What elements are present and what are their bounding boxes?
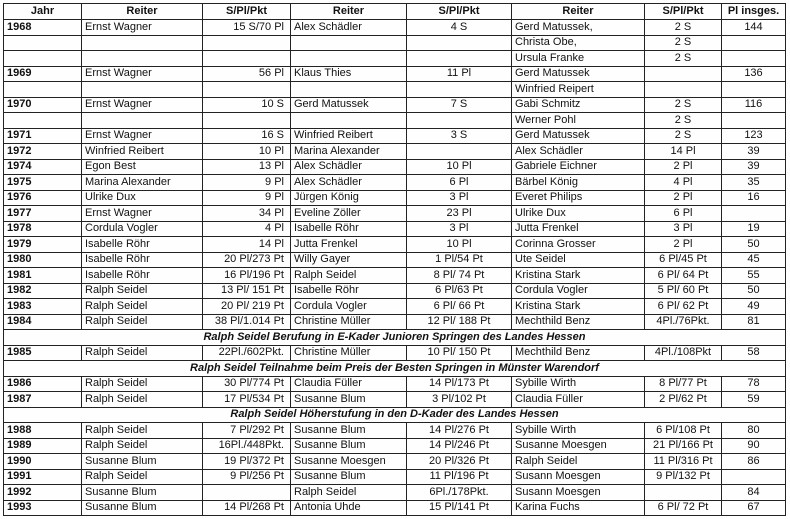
cell-rider-2: Christine Müller [291, 314, 407, 330]
cell-year: 1969 [4, 66, 82, 82]
cell-rider-1 [82, 51, 203, 67]
cell-rider-2: Cordula Vogler [291, 299, 407, 315]
cell-score-2: 3 Pl [407, 190, 512, 206]
cell-rider-2: Susanne Moesgen [291, 454, 407, 470]
cell-total [722, 35, 786, 51]
cell-year: 1989 [4, 438, 82, 454]
table-row [4, 268, 786, 284]
cell-score-1: 14 Pl/268 Pt [203, 500, 291, 516]
cell-score-2: 6 Pl/63 Pt [407, 283, 512, 299]
cell-score-1: 14 Pl [203, 237, 291, 253]
cell-year: 1972 [4, 144, 82, 160]
table-row [4, 438, 786, 454]
cell-score-2 [407, 113, 512, 129]
cell-score-1: 13 Pl [203, 159, 291, 175]
cell-rider-3: Gabriele Eichner [512, 159, 645, 175]
cell-score-3 [645, 82, 722, 98]
cell-rider-1: Susanne Blum [82, 454, 203, 470]
cell-score-1: 10 S [203, 97, 291, 113]
header-rider-1: Reiter [82, 4, 203, 20]
cell-score-2: 3 Pl [407, 221, 512, 237]
table-row [4, 423, 786, 439]
cell-score-1: 4 Pl [203, 221, 291, 237]
cell-score-1: 34 Pl [203, 206, 291, 222]
cell-score-2: 6 Pl/ 66 Pt [407, 299, 512, 315]
cell-total: 90 [722, 438, 786, 454]
note-row [4, 361, 786, 377]
cell-year: 1984 [4, 314, 82, 330]
cell-year: 1983 [4, 299, 82, 315]
results-table [3, 3, 786, 516]
cell-score-3: 2 S [645, 128, 722, 144]
note-row [4, 407, 786, 423]
cell-score-3: 2 S [645, 113, 722, 129]
cell-rider-3: Winfried Reipert [512, 82, 645, 98]
cell-year: 1974 [4, 159, 82, 175]
cell-score-1: 9 Pl [203, 190, 291, 206]
cell-score-1: 20 Pl/ 219 Pt [203, 299, 291, 315]
cell-score-1: 16Pl./448Pkt. [203, 438, 291, 454]
cell-rider-1: Ralph Seidel [82, 345, 203, 361]
cell-year: 1981 [4, 268, 82, 284]
cell-score-2: 3 Pl/102 Pt [407, 392, 512, 408]
cell-score-1: 13 Pl/ 151 Pt [203, 283, 291, 299]
cell-rider-3: Gabi Schmitz [512, 97, 645, 113]
cell-score-1: 20 Pl/273 Pt [203, 252, 291, 268]
cell-score-2: 10 Pl/ 150 Pt [407, 345, 512, 361]
table-row [4, 35, 786, 51]
cell-score-3: 6 Pl [645, 206, 722, 222]
cell-rider-1: Marina Alexander [82, 175, 203, 191]
table-row [4, 128, 786, 144]
cell-year: 1990 [4, 454, 82, 470]
cell-total: 39 [722, 159, 786, 175]
header-rider-2: Reiter [291, 4, 407, 20]
cell-rider-1: Isabelle Röhr [82, 237, 203, 253]
cell-rider-2 [291, 113, 407, 129]
cell-rider-3: Cordula Vogler [512, 283, 645, 299]
cell-year: 1988 [4, 423, 82, 439]
cell-rider-2: Eveline Zöller [291, 206, 407, 222]
cell-score-2: 8 Pl/ 74 Pt [407, 268, 512, 284]
cell-score-3: 2 S [645, 51, 722, 67]
cell-score-1: 15 S/70 Pl [203, 20, 291, 36]
cell-rider-1 [82, 113, 203, 129]
cell-rider-3: Susann Moesgen [512, 469, 645, 485]
cell-score-1 [203, 113, 291, 129]
cell-year: 1976 [4, 190, 82, 206]
cell-score-2: 4 S [407, 20, 512, 36]
cell-score-2: 11 Pl [407, 66, 512, 82]
cell-rider-1: Susanne Blum [82, 500, 203, 516]
cell-rider-1: Ralph Seidel [82, 423, 203, 439]
cell-rider-1: Ralph Seidel [82, 469, 203, 485]
cell-rider-2 [291, 51, 407, 67]
cell-year [4, 82, 82, 98]
cell-total: 144 [722, 20, 786, 36]
note-row [4, 330, 786, 346]
cell-rider-3: Alex Schädler [512, 144, 645, 160]
cell-total: 16 [722, 190, 786, 206]
cell-total [722, 51, 786, 67]
cell-rider-3: Gerd Matussek, [512, 20, 645, 36]
cell-rider-1: Ralph Seidel [82, 299, 203, 315]
cell-year: 1977 [4, 206, 82, 222]
cell-score-1: 17 Pl/534 Pt [203, 392, 291, 408]
cell-rider-2: Isabelle Röhr [291, 221, 407, 237]
cell-year: 1986 [4, 376, 82, 392]
cell-total: 35 [722, 175, 786, 191]
cell-score-3: 2 Pl [645, 159, 722, 175]
table-row [4, 314, 786, 330]
cell-score-2: 3 S [407, 128, 512, 144]
cell-total: 81 [722, 314, 786, 330]
table-row [4, 51, 786, 67]
cell-score-3 [645, 485, 722, 501]
cell-score-3 [645, 66, 722, 82]
cell-rider-1: Isabelle Röhr [82, 268, 203, 284]
cell-score-2: 12 Pl/ 188 Pt [407, 314, 512, 330]
table-row [4, 283, 786, 299]
cell-rider-3: Claudia Füller [512, 392, 645, 408]
cell-score-3: 5 Pl/ 60 Pt [645, 283, 722, 299]
cell-rider-2: Susanne Blum [291, 392, 407, 408]
note-text: Ralph Seidel Berufung in E-Kader Junioren Springen des Landes Hessen [4, 330, 786, 346]
cell-score-1 [203, 35, 291, 51]
cell-total [722, 82, 786, 98]
cell-total: 49 [722, 299, 786, 315]
cell-rider-2: Jutta Frenkel [291, 237, 407, 253]
cell-rider-2: Ralph Seidel [291, 268, 407, 284]
cell-rider-2: Klaus Thies [291, 66, 407, 82]
cell-rider-2: Winfried Reibert [291, 128, 407, 144]
cell-score-1: 22Pl./602Pkt. [203, 345, 291, 361]
cell-total: 86 [722, 454, 786, 470]
cell-year: 1970 [4, 97, 82, 113]
cell-score-1: 56 Pl [203, 66, 291, 82]
cell-rider-2: Alex Schädler [291, 175, 407, 191]
header-rider-3: Reiter [512, 4, 645, 20]
cell-rider-1: Ernst Wagner [82, 66, 203, 82]
cell-score-1: 9 Pl/256 Pt [203, 469, 291, 485]
cell-year [4, 113, 82, 129]
cell-rider-2: Marina Alexander [291, 144, 407, 160]
cell-score-3: 6 Pl/45 Pt [645, 252, 722, 268]
cell-total: 50 [722, 237, 786, 253]
header-row [4, 4, 786, 20]
cell-rider-1: Egon Best [82, 159, 203, 175]
table-row [4, 97, 786, 113]
cell-score-2 [407, 82, 512, 98]
cell-score-1: 7 Pl/292 Pt [203, 423, 291, 439]
cell-rider-1: Ralph Seidel [82, 438, 203, 454]
cell-score-1: 16 Pl/196 Pt [203, 268, 291, 284]
cell-year: 1993 [4, 500, 82, 516]
cell-score-2: 14 Pl/173 Pt [407, 376, 512, 392]
cell-rider-1: Cordula Vogler [82, 221, 203, 237]
table-row [4, 469, 786, 485]
cell-score-3: 4Pl./108Pkt [645, 345, 722, 361]
cell-rider-3: Gerd Matussek [512, 66, 645, 82]
cell-score-1: 9 Pl [203, 175, 291, 191]
table-row [4, 392, 786, 408]
cell-rider-3: Susann Moesgen [512, 485, 645, 501]
table-row [4, 159, 786, 175]
cell-rider-1: Winfried Reibert [82, 144, 203, 160]
cell-rider-2: Willy Gayer [291, 252, 407, 268]
cell-year [4, 35, 82, 51]
cell-rider-1: Ralph Seidel [82, 376, 203, 392]
cell-score-1: 30 Pl/774 Pt [203, 376, 291, 392]
cell-score-3: 21 Pl/166 Pt [645, 438, 722, 454]
cell-score-2: 10 Pl [407, 159, 512, 175]
cell-score-3: 2 Pl [645, 237, 722, 253]
cell-score-2 [407, 35, 512, 51]
cell-rider-3: Ute Seidel [512, 252, 645, 268]
cell-total [722, 469, 786, 485]
cell-rider-1: Ernst Wagner [82, 97, 203, 113]
cell-score-3: 3 Pl [645, 221, 722, 237]
cell-rider-1: Ernst Wagner [82, 20, 203, 36]
cell-year: 1991 [4, 469, 82, 485]
cell-score-2: 6Pl./178Pkt. [407, 485, 512, 501]
table-row [4, 299, 786, 315]
cell-total: 78 [722, 376, 786, 392]
cell-score-3: 2 S [645, 20, 722, 36]
cell-score-2: 14 Pl/246 Pt [407, 438, 512, 454]
cell-rider-3: Karina Fuchs [512, 500, 645, 516]
cell-score-1 [203, 485, 291, 501]
cell-rider-2: Susanne Blum [291, 438, 407, 454]
cell-score-1: 38 Pl/1.014 Pt [203, 314, 291, 330]
cell-year: 1985 [4, 345, 82, 361]
cell-score-2: 1 Pl/54 Pt [407, 252, 512, 268]
cell-year [4, 51, 82, 67]
cell-score-3: 6 Pl/ 72 Pt [645, 500, 722, 516]
cell-rider-3: Werner Pohl [512, 113, 645, 129]
cell-rider-3: Ursula Franke [512, 51, 645, 67]
cell-score-3: 2 S [645, 35, 722, 51]
cell-rider-3: Sybille Wirth [512, 376, 645, 392]
cell-rider-2: Alex Schädler [291, 20, 407, 36]
table-row [4, 221, 786, 237]
table-row [4, 206, 786, 222]
cell-score-3: 4 Pl [645, 175, 722, 191]
cell-score-2: 6 Pl [407, 175, 512, 191]
cell-rider-2: Susanne Blum [291, 423, 407, 439]
cell-rider-1: Isabelle Röhr [82, 252, 203, 268]
table-row [4, 500, 786, 516]
table-row [4, 82, 786, 98]
cell-total: 58 [722, 345, 786, 361]
cell-rider-2: Jürgen König [291, 190, 407, 206]
note-text: Ralph Seidel Höherstufung in den D-Kader des Landes Hessen [4, 407, 786, 423]
cell-total: 55 [722, 268, 786, 284]
cell-total: 116 [722, 97, 786, 113]
cell-rider-3: Ulrike Dux [512, 206, 645, 222]
cell-year: 1987 [4, 392, 82, 408]
header-total: Pl insges. [722, 4, 786, 20]
cell-score-3: 2 Pl [645, 190, 722, 206]
cell-total: 123 [722, 128, 786, 144]
cell-rider-3: Sybille Wirth [512, 423, 645, 439]
cell-score-1: 16 S [203, 128, 291, 144]
cell-total: 59 [722, 392, 786, 408]
table-row [4, 20, 786, 36]
cell-total: 136 [722, 66, 786, 82]
cell-score-3: 14 Pl [645, 144, 722, 160]
cell-total: 67 [722, 500, 786, 516]
cell-year: 1982 [4, 283, 82, 299]
cell-year: 1992 [4, 485, 82, 501]
header-score-2: S/Pl/Pkt [407, 4, 512, 20]
cell-rider-3: Everet Philips [512, 190, 645, 206]
cell-rider-3: Mechthild Benz [512, 314, 645, 330]
table-row [4, 113, 786, 129]
cell-year: 1971 [4, 128, 82, 144]
cell-score-2 [407, 144, 512, 160]
cell-rider-2: Susanne Blum [291, 469, 407, 485]
cell-score-1: 10 Pl [203, 144, 291, 160]
cell-rider-2: Ralph Seidel [291, 485, 407, 501]
table-row [4, 66, 786, 82]
cell-total: 39 [722, 144, 786, 160]
cell-total: 50 [722, 283, 786, 299]
cell-rider-3: Susanne Moesgen [512, 438, 645, 454]
table-row [4, 190, 786, 206]
cell-score-1 [203, 51, 291, 67]
cell-rider-1: Ernst Wagner [82, 128, 203, 144]
cell-score-3: 9 Pl/132 Pt [645, 469, 722, 485]
cell-score-3: 6 Pl/ 62 Pt [645, 299, 722, 315]
cell-rider-3: Bärbel König [512, 175, 645, 191]
cell-rider-3: Gerd Matussek [512, 128, 645, 144]
cell-rider-3: Corinna Grosser [512, 237, 645, 253]
cell-rider-2 [291, 35, 407, 51]
cell-rider-2: Alex Schädler [291, 159, 407, 175]
note-text: Ralph Seidel Teilnahme beim Preis der Besten Springen in Münster Warendorf [4, 361, 786, 377]
cell-rider-2: Isabelle Röhr [291, 283, 407, 299]
header-score-1: S/Pl/Pkt [203, 4, 291, 20]
cell-rider-2: Christine Müller [291, 345, 407, 361]
cell-year: 1979 [4, 237, 82, 253]
cell-score-3: 11 Pl/316 Pt [645, 454, 722, 470]
cell-year: 1968 [4, 20, 82, 36]
cell-rider-1: Ralph Seidel [82, 283, 203, 299]
cell-score-3: 6 Pl/ 64 Pt [645, 268, 722, 284]
cell-total [722, 206, 786, 222]
cell-rider-1: Ernst Wagner [82, 206, 203, 222]
cell-score-2: 7 S [407, 97, 512, 113]
cell-score-2 [407, 51, 512, 67]
cell-rider-2 [291, 82, 407, 98]
cell-rider-3: Ralph Seidel [512, 454, 645, 470]
header-year: Jahr [4, 4, 82, 20]
cell-rider-3: Mechthild Benz [512, 345, 645, 361]
cell-total: 45 [722, 252, 786, 268]
cell-rider-1 [82, 82, 203, 98]
cell-score-2: 23 Pl [407, 206, 512, 222]
table-row [4, 237, 786, 253]
cell-rider-1: Susanne Blum [82, 485, 203, 501]
cell-total: 84 [722, 485, 786, 501]
cell-score-2: 15 Pl/141 Pt [407, 500, 512, 516]
table-body [4, 20, 786, 516]
cell-score-3: 2 S [645, 97, 722, 113]
cell-year: 1978 [4, 221, 82, 237]
cell-rider-1: Ralph Seidel [82, 392, 203, 408]
cell-score-2: 10 Pl [407, 237, 512, 253]
cell-rider-2: Claudia Füller [291, 376, 407, 392]
cell-rider-3: Jutta Frenkel [512, 221, 645, 237]
cell-score-3: 2 Pl/62 Pt [645, 392, 722, 408]
cell-total: 19 [722, 221, 786, 237]
table-row [4, 144, 786, 160]
cell-total [722, 113, 786, 129]
table-row [4, 485, 786, 501]
cell-score-1 [203, 82, 291, 98]
cell-score-3: 6 Pl/108 Pt [645, 423, 722, 439]
cell-rider-1: Ralph Seidel [82, 314, 203, 330]
cell-rider-2: Gerd Matussek [291, 97, 407, 113]
cell-rider-3: Kristina Stark [512, 299, 645, 315]
cell-score-2: 11 Pl/196 Pt [407, 469, 512, 485]
cell-year: 1975 [4, 175, 82, 191]
cell-score-3: 8 Pl/77 Pt [645, 376, 722, 392]
cell-rider-2: Antonia Uhde [291, 500, 407, 516]
cell-rider-3: Kristina Stark [512, 268, 645, 284]
table-row [4, 454, 786, 470]
header-score-3: S/Pl/Pkt [645, 4, 722, 20]
cell-rider-1 [82, 35, 203, 51]
cell-total: 80 [722, 423, 786, 439]
table-row [4, 175, 786, 191]
cell-year: 1980 [4, 252, 82, 268]
cell-score-1: 19 Pl/372 Pt [203, 454, 291, 470]
cell-score-2: 14 Pl/276 Pt [407, 423, 512, 439]
table-row [4, 376, 786, 392]
cell-score-3: 4Pl./76Pkt. [645, 314, 722, 330]
cell-rider-3: Christa Obe, [512, 35, 645, 51]
table-row [4, 252, 786, 268]
cell-rider-1: Ulrike Dux [82, 190, 203, 206]
table-row [4, 345, 786, 361]
cell-score-2: 20 Pl/326 Pt [407, 454, 512, 470]
